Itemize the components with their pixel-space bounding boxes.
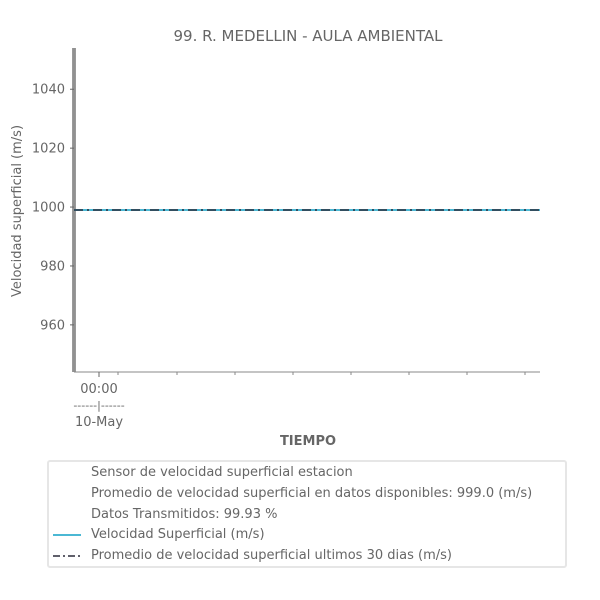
legend-info-sensor	[49, 463, 565, 483]
legend-info-transmitted-text: Datos Transmitidos: 99.93 %	[91, 507, 278, 522]
x-tick-label-date: 10-May	[74, 415, 124, 430]
legend-swatch-velocity	[53, 534, 81, 536]
y-tick-label: 1040	[31, 82, 65, 98]
y-tick-label: 960	[40, 318, 65, 334]
legend-item-average-30d-label: Promedio de velocidad superficial ultimos 30 dias (m/s)	[91, 548, 452, 563]
legend-item-velocity	[49, 525, 565, 545]
legend-item-velocity-label: Velocidad Superficial (m/s)	[91, 527, 265, 542]
x-tick-label-separator: ------|------	[73, 399, 125, 412]
y-tick-label: 1000	[31, 200, 65, 216]
legend-info-average-text: Promedio de velocidad superficial en datos disponibles: 999.0 (m/s)	[91, 486, 533, 501]
y-tick-label: 980	[40, 259, 65, 275]
legend-info-transmitted	[49, 505, 565, 525]
chart-title: 99. R. MEDELLIN - AULA AMBIENTAL	[173, 27, 443, 45]
legend-swatch-average-30d	[53, 554, 81, 558]
x-axis-label: TIEMPO	[279, 434, 337, 449]
legend-info-average	[49, 484, 565, 504]
plot-area	[32, 48, 540, 430]
y-tick-label: 1020	[31, 141, 65, 157]
legend	[47, 460, 567, 568]
legend-item-average-30d	[49, 546, 565, 566]
legend-info-sensor-text: Sensor de velocidad superficial estacion	[91, 465, 353, 480]
x-tick-label-time: 00:00	[80, 382, 118, 397]
y-axis-label: Velocidad superficial (m/s)	[10, 124, 25, 298]
